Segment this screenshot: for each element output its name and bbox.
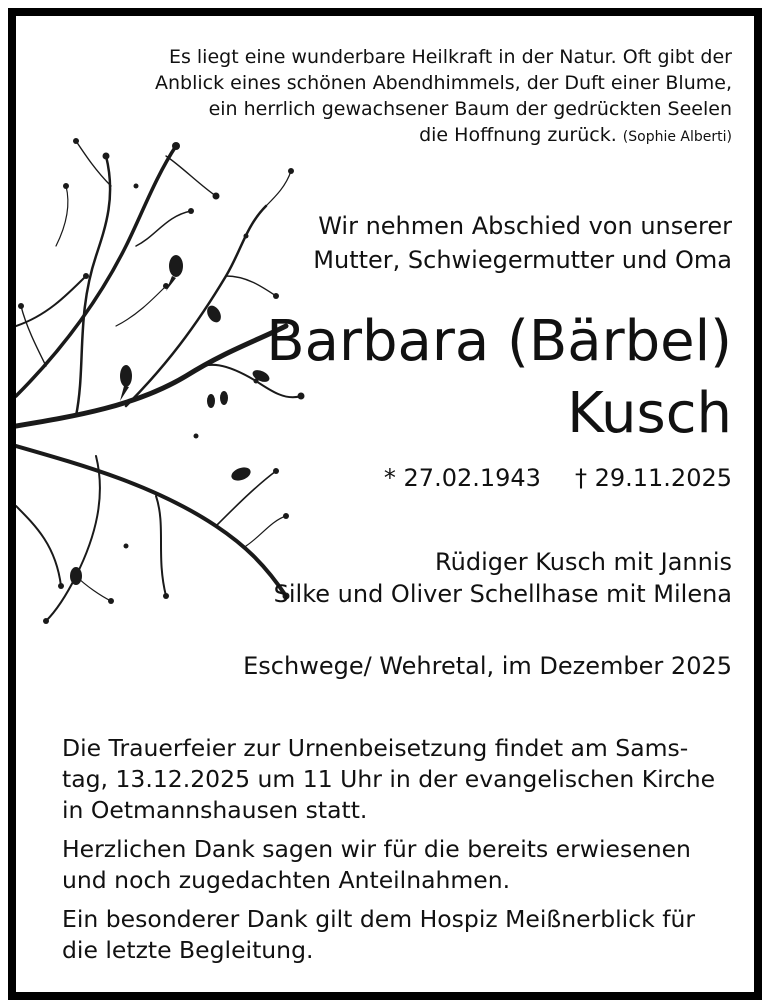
paragraph-hospice xyxy=(62,904,732,966)
quote xyxy=(92,44,732,150)
text-line: tag, 13.12.2025 um 11 Uhr in der evangelischen Kirche xyxy=(62,765,716,793)
paragraph-service xyxy=(62,733,732,826)
text-line: Herzlichen Dank sagen wir für die bereits erwiesenen xyxy=(62,835,691,863)
life-dates xyxy=(332,463,732,493)
obituary-frame xyxy=(8,8,762,1000)
family-line: Rüdiger Kusch mit Jannis xyxy=(435,548,732,576)
family-line: Silke und Oliver Schellhase mit Milena xyxy=(273,580,732,608)
family-members xyxy=(232,546,732,610)
text-line: und noch zugedachten Anteilnahmen. xyxy=(62,866,511,894)
quote-line: ein herrlich gewachsener Baum der gedrückten Seelen xyxy=(208,98,732,120)
intro-line: Wir nehmen Abschied von unserer xyxy=(318,212,732,240)
deceased-last-name: Kusch xyxy=(567,381,732,446)
birth-date: * 27.02.1943 xyxy=(383,464,541,492)
funeral-notice-text xyxy=(62,733,732,974)
text-line: Die Trauerfeier zur Urnenbeisetzung findet am Sams- xyxy=(62,734,689,762)
text-line: die letzte Begleitung. xyxy=(62,936,314,964)
farewell-intro xyxy=(252,209,732,277)
quote-line-last xyxy=(92,122,732,150)
text-line: in Oetmannshausen statt. xyxy=(62,796,368,824)
place-and-date: Eschwege/ Wehretal, im Dezember 2025 xyxy=(243,652,732,680)
death-date: † 29.11.2025 xyxy=(574,464,732,492)
text-line: Ein besonderer Dank gilt dem Hospiz Meißnerblick für xyxy=(62,905,696,933)
deceased-first-name: Barbara (Bärbel) xyxy=(266,309,732,374)
quote-author: (Sophie Alberti) xyxy=(622,129,732,145)
quote-line: Anblick eines schönen Abendhimmels, der Duft einer Blume, xyxy=(154,72,732,94)
paragraph-thanks xyxy=(62,834,732,896)
quote-line: Es liegt eine wunderbare Heilkraft in der Natur. Oft gibt der xyxy=(168,46,732,68)
deceased-name xyxy=(212,306,732,450)
intro-line: Mutter, Schwiegermutter und Oma xyxy=(313,246,732,274)
quote-line-text: die Hoffnung zurück. xyxy=(419,124,617,146)
